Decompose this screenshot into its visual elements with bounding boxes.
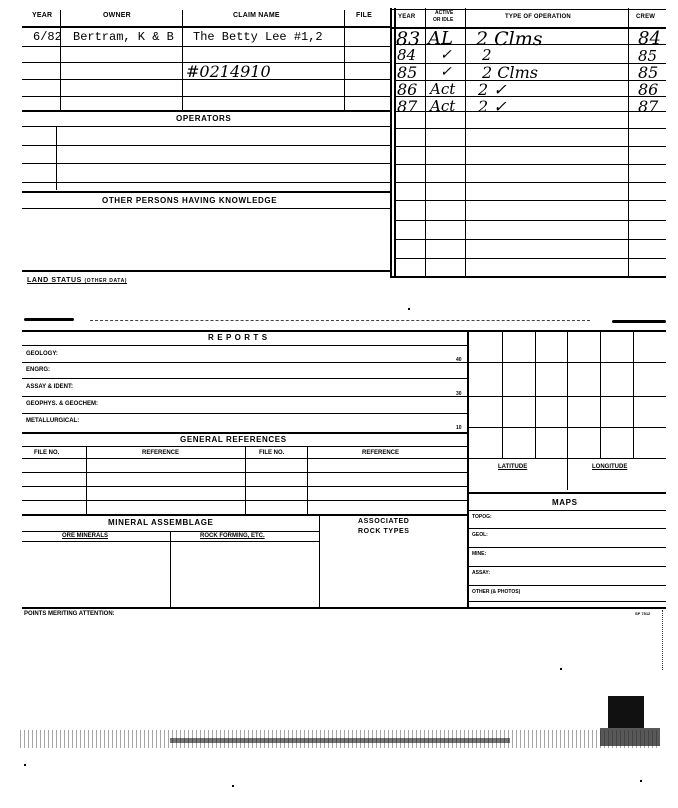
header-year-2: YEAR	[398, 14, 416, 20]
report-number-40: 40	[456, 357, 462, 363]
owner-entry-claim: The Betty Lee #1,2	[193, 30, 323, 44]
activity-crew-4: 86	[638, 80, 659, 99]
activity-crew-5: 87	[638, 97, 659, 116]
grid-row-3	[468, 427, 666, 428]
activity-type-4: 2 ✓	[478, 80, 507, 99]
operators-rule-1	[22, 126, 390, 127]
general-refs-reference-2: REFERENCE	[362, 450, 400, 456]
other-persons-top-rule	[22, 191, 390, 193]
grid-col-2	[535, 330, 536, 458]
activity-year-5: 87	[397, 97, 418, 116]
grid-row-4	[468, 458, 666, 459]
mineral-title: MINERAL ASSEMBLAGE	[108, 518, 214, 527]
rock-types-label: ROCK TYPES	[358, 528, 410, 535]
operators-rule-3	[22, 163, 390, 164]
col-owner-divider	[182, 10, 183, 110]
activity-type-5: 2 ✓	[478, 97, 507, 116]
operators-top-rule	[22, 110, 390, 112]
scan-speck	[560, 668, 562, 670]
activity-type-1: 2 Clms	[476, 28, 543, 50]
activity-rule-12	[394, 239, 666, 240]
activity-active-3: ✓	[440, 64, 452, 80]
activity-rule-9	[394, 182, 666, 183]
owner-row-rule-1	[22, 46, 390, 47]
rock-forming-label: ROCK FORMING, ETC.	[200, 533, 265, 539]
maps-rule-4	[468, 585, 666, 586]
maps-mine-label: MINE:	[472, 551, 487, 557]
operators-rule-2	[22, 145, 390, 146]
grid-col-5	[633, 330, 634, 458]
header-file: FILE	[356, 12, 372, 19]
report-metallurgical-label: METALLURGICAL:	[26, 418, 80, 424]
activity-rule-7	[394, 146, 666, 147]
col-active-divider	[465, 8, 466, 278]
footer-top-rule	[22, 607, 666, 609]
scan-mark-left	[24, 318, 74, 321]
activity-crew-1: 84	[638, 28, 661, 49]
longitude-label: LONGITUDE	[592, 464, 628, 470]
scan-speck	[640, 780, 642, 782]
maps-top-rule	[468, 492, 666, 494]
latitude-label: LATITUDE	[498, 464, 528, 470]
ore-minerals-label: ORE MINERALS	[62, 533, 109, 539]
operators-rule-4	[22, 182, 390, 183]
activity-type-3: 2 Clms	[482, 63, 539, 82]
owner-entry-owner: Bertram, K & B	[73, 30, 174, 44]
maps-title: MAPS	[552, 498, 578, 507]
activity-type-2: 2	[482, 46, 492, 64]
maps-rule-1	[468, 528, 666, 529]
header-owner: OWNER	[103, 12, 131, 19]
general-refs-reference-1: REFERENCE	[142, 450, 180, 456]
report-number-30: 30	[456, 391, 462, 397]
activity-year-2: 84	[397, 46, 417, 64]
activity-active-4: Act	[430, 80, 456, 98]
general-refs-col-2	[245, 446, 246, 514]
scan-artifact-block	[608, 696, 644, 728]
maps-rule-2	[468, 547, 666, 548]
activity-year-3: 85	[397, 63, 418, 82]
maps-rule-3	[468, 566, 666, 567]
activity-crew-2: 85	[638, 47, 658, 65]
land-status-top-rule	[22, 270, 390, 272]
col-file-divider	[390, 8, 392, 278]
mineral-col-2	[319, 514, 320, 607]
cut-line	[90, 320, 590, 321]
associated-label: ASSOCIATED	[358, 518, 410, 525]
operators-left-divider	[56, 126, 57, 190]
maps-assay-label: ASSAY:	[472, 570, 491, 576]
report-rule-3	[22, 396, 468, 397]
general-refs-title: GENERAL REFERENCES	[180, 435, 287, 444]
activity-rule-6	[394, 128, 666, 129]
mineral-col-1	[170, 531, 171, 607]
form-number: SP 7512	[635, 611, 651, 616]
land-status-title: LAND STATUS (OTHER DATA)	[27, 277, 128, 284]
scan-speck	[408, 308, 410, 310]
scan-speck	[24, 764, 26, 766]
scan-speck	[232, 785, 234, 787]
activity-crew-3: 85	[638, 63, 659, 82]
general-refs-file-no-2: FILE NO.	[259, 450, 285, 456]
maps-geol-label: GEOL:	[472, 532, 488, 538]
activity-rule-13	[394, 258, 666, 259]
header-claim-name: CLAIM NAME	[233, 12, 280, 19]
operators-title: OPERATORS	[176, 114, 232, 123]
header-or-idle: OR IDLE	[433, 17, 454, 23]
mineral-top-rule	[22, 514, 468, 516]
report-geology-label: GEOLOGY:	[26, 351, 58, 357]
header-year: YEAR	[32, 12, 53, 19]
col-year2-divider	[425, 8, 426, 278]
report-engrg-label: ENGRG:	[26, 367, 50, 373]
owner-entry-file-number: #0214910	[186, 62, 271, 81]
report-geophys-label: GEOPHYS. & GEOCHEM:	[26, 401, 99, 407]
col-type-divider	[628, 8, 629, 278]
activity-year-4: 86	[397, 80, 418, 99]
general-refs-top-rule	[22, 432, 468, 434]
activity-rule-10	[394, 200, 666, 201]
report-rule-4	[22, 413, 468, 414]
general-refs-col-3	[307, 446, 308, 514]
maps-other-label: OTHER (& PHOTOS)	[472, 589, 521, 595]
scan-mark-right	[612, 320, 666, 323]
report-assay-label: ASSAY & IDENT:	[26, 384, 74, 390]
owner-entry-date: 6/82	[33, 30, 62, 44]
maps-header-rule	[468, 510, 666, 511]
grid-col-4	[600, 330, 601, 458]
col-claim-divider	[344, 10, 345, 110]
header-rule-left	[22, 26, 390, 28]
other-persons-rule	[22, 208, 390, 209]
scan-noise-corner	[600, 728, 660, 746]
points-meriting-label: POINTS MERITING ATTENTION:	[24, 611, 115, 617]
owner-row-rule-4	[22, 96, 390, 97]
other-persons-title: OTHER PERSONS HAVING KNOWLEDGE	[102, 196, 278, 205]
grid-col-1	[502, 330, 503, 458]
col-year-divider	[60, 10, 61, 110]
maps-topog-label: TOPOG:	[472, 514, 492, 520]
activity-active-5: Act	[430, 97, 456, 115]
scan-artifact-line	[662, 610, 663, 670]
report-rule-1	[22, 362, 468, 363]
grid-row-2	[468, 396, 666, 397]
activity-bottom-rule	[390, 276, 666, 278]
reports-top-rule	[22, 330, 666, 332]
general-refs-col-1	[86, 446, 87, 514]
report-number-10: 10	[456, 425, 462, 431]
activity-rule-11	[394, 220, 666, 221]
activity-year-1: 83	[396, 28, 421, 50]
report-rule-2	[22, 378, 468, 379]
reports-title: R E P O R T S	[208, 333, 268, 342]
reports-header-rule	[22, 345, 468, 346]
header-type-of-operation: TYPE OF OPERATION	[505, 14, 571, 20]
grid-col-3	[567, 330, 568, 490]
grid-row-1	[468, 362, 666, 363]
header-active: ACTIVE	[435, 10, 454, 16]
activity-active-1: AL	[428, 28, 453, 49]
scan-noise-dark	[170, 738, 510, 743]
header-top-rule	[392, 9, 666, 10]
maps-rule-5	[468, 601, 666, 602]
general-refs-file-no-1: FILE NO.	[34, 450, 60, 456]
activity-active-2: ✓	[440, 47, 452, 63]
activity-rule-8	[394, 164, 666, 165]
header-crew: CREW	[636, 14, 656, 20]
